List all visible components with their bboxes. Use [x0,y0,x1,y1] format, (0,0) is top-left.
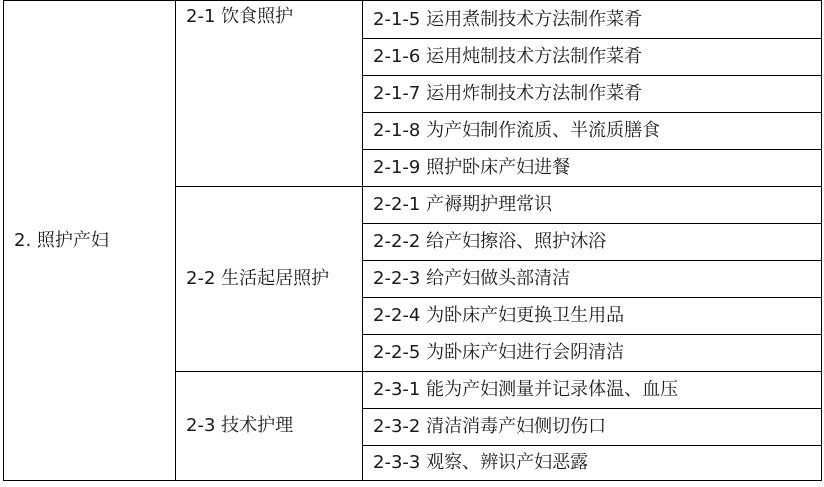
table-row [4,1,822,39]
item-cell: 2-1-5 运用煮制技术方法制作菜肴 [363,1,822,39]
item-cell: 2-3-1 能为产妇测量并记录体温、血压 [363,372,822,409]
group-title: 2-2 生活起居照护 [176,187,363,372]
item-cell: 2-2-1 产褥期护理常识 [363,187,822,224]
group-title: 2-1 饮食照护 [176,1,363,187]
group-title: 2-3 技术护理 [176,372,363,481]
item-cell: 2-1-9 照护卧床产妇进餐 [363,150,822,187]
item-cell: 2-1-7 运用炸制技术方法制作菜肴 [363,76,822,113]
item-cell: 2-2-5 为卧床产妇进行会阴清洁 [363,335,822,372]
section-title: 2. 照护产妇 [4,1,176,481]
item-cell: 2-3-2 清洁消毒产妇侧切伤口 [363,409,822,446]
item-cell: 2-2-2 给产妇擦浴、照护沐浴 [363,224,822,261]
item-cell: 2-2-4 为卧床产妇更换卫生用品 [363,298,822,335]
item-cell: 2-1-8 为产妇制作流质、半流质膳食 [363,113,822,150]
curriculum-table [3,0,822,481]
item-cell: 2-3-3 观察、辨识产妇恶露 [363,446,822,481]
item-cell: 2-1-6 运用炖制技术方法制作菜肴 [363,39,822,76]
item-cell: 2-2-3 给产妇做头部清洁 [363,261,822,298]
